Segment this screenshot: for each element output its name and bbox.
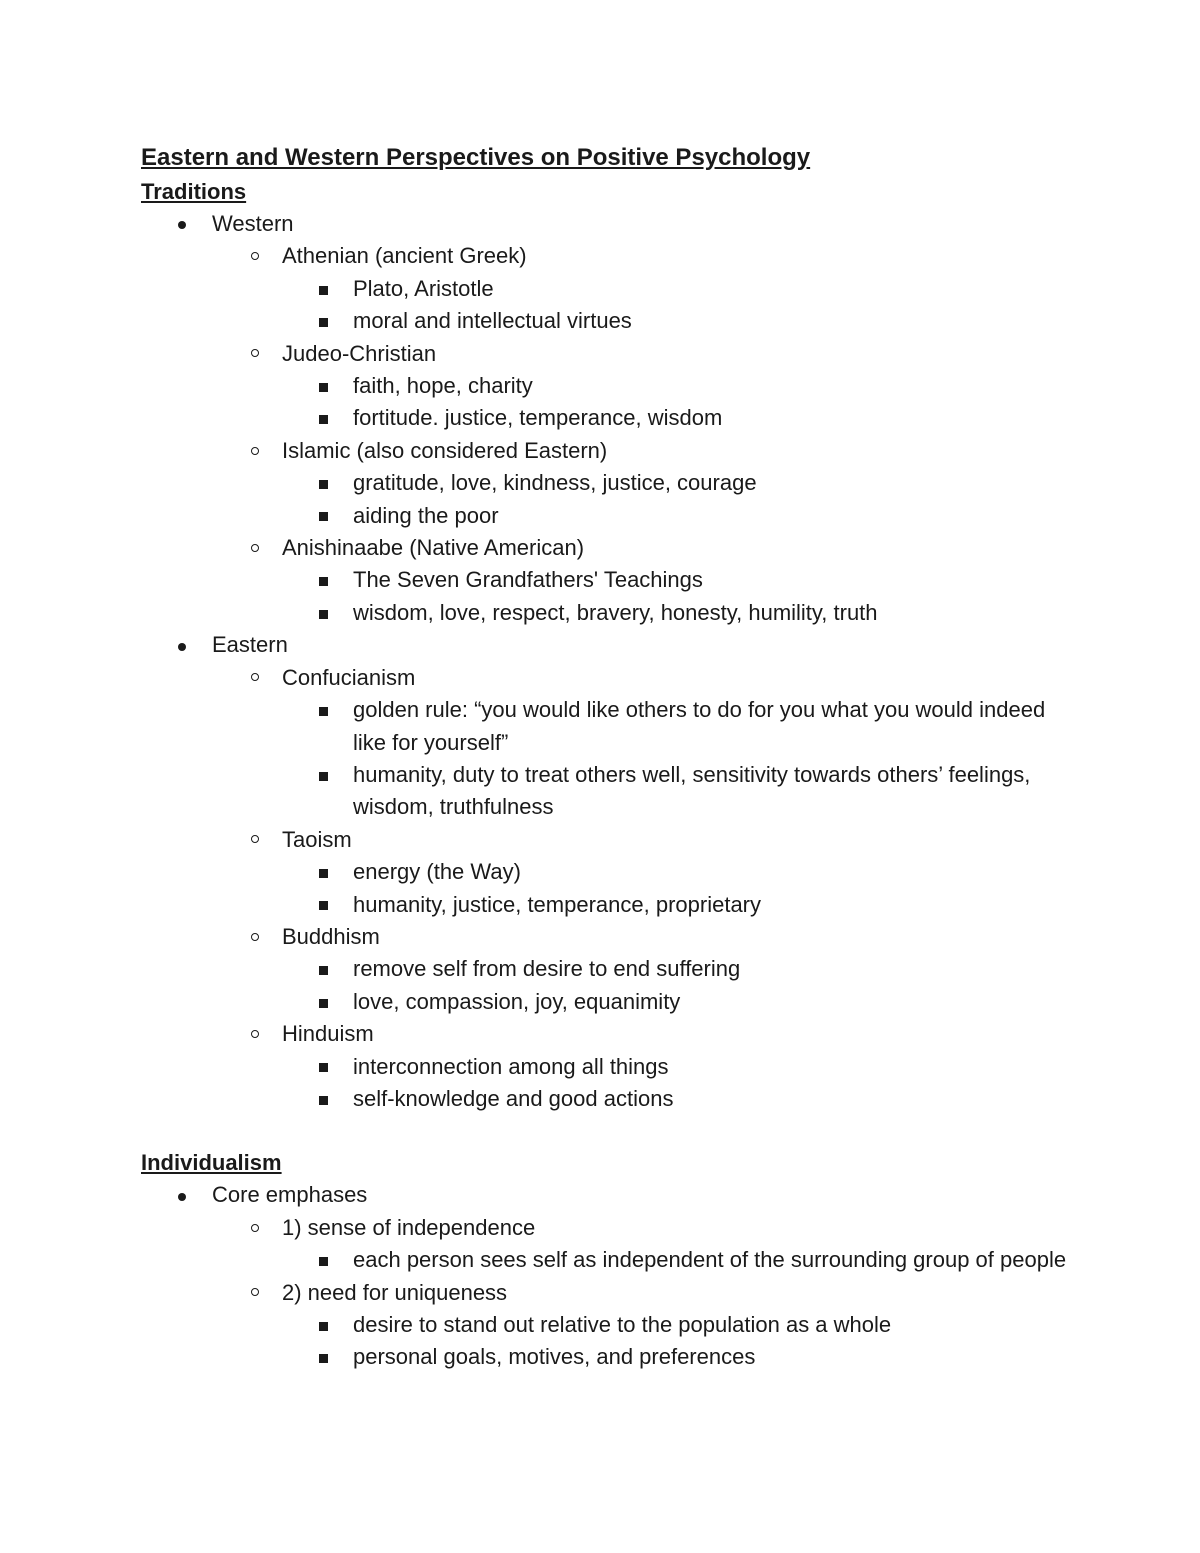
bullet-circle-icon [245,662,265,694]
document-page [141,140,1081,1374]
bullet-square-icon [313,694,333,726]
list-item-text: Taoism [282,826,352,852]
list-item-text: Islamic (also considered Eastern) [282,437,608,463]
list-item [141,435,1081,467]
bullet-list [141,1179,1081,1373]
list-item [141,759,1081,824]
bullet-square-icon [313,889,333,921]
list-item-text: Judeo-Christian [282,340,437,366]
document-body [141,176,1081,1374]
list-item-text: moral and intellectual virtues [353,308,632,334]
list-item [141,1244,1081,1276]
list-item-text: 1) sense of independence [282,1214,536,1240]
list-item [141,532,1081,564]
list-item [141,305,1081,337]
list-item-text: wisdom, love, respect, bravery, honesty, humility, truth [353,599,878,625]
bullet-circle-icon [245,1018,265,1050]
list-item-text: interconnection among all things [353,1053,669,1079]
list-item [141,986,1081,1018]
list-item [141,889,1081,921]
list-item [141,402,1081,434]
list-item-text: each person sees self as independent of the surrounding group of people [353,1247,1067,1273]
bullet-square-icon [313,1341,333,1373]
bullet-circle-icon [245,338,265,370]
list-item [141,500,1081,532]
bullet-square-icon [313,759,333,791]
bullet-square-icon [313,402,333,434]
list-item-text: 2) need for uniqueness [282,1279,508,1305]
list-item-text: fortitude. justice, temperance, wisdom [353,405,723,431]
list-item-text: personal goals, motives, and preferences [353,1344,756,1370]
bullet-square-icon [313,305,333,337]
bullet-square-icon [313,273,333,305]
bullet-circle-icon [245,921,265,953]
list-item-text: Plato, Aristotle [353,275,494,301]
bullet-square-icon [313,564,333,596]
list-item [141,856,1081,888]
list-item-text: Athenian (ancient Greek) [282,243,527,269]
list-item [141,662,1081,694]
list-item [141,1212,1081,1244]
list-item [141,273,1081,305]
list-item-text: golden rule: “you would like others to do for you what you would indeed like for yourself” [353,697,1046,755]
list-item [141,629,1081,661]
list-item [141,597,1081,629]
document-title: Eastern and Western Perspectives on Positive Psychology [141,144,811,171]
bullet-circle-icon [245,435,265,467]
list-item-text: gratitude, love, kindness, justice, courage [353,470,757,496]
bullet-square-icon [313,370,333,402]
bullet-circle-icon [245,1212,265,1244]
list-item [141,694,1081,759]
list-item [141,921,1081,953]
list-item [141,1341,1081,1373]
bullet-square-icon [313,1083,333,1115]
list-item-text: Eastern [212,632,288,658]
section-heading: Individualism [141,1150,282,1176]
list-item-text: Anishinaabe (Native American) [282,535,585,561]
list-item [141,1277,1081,1309]
list-item [141,1083,1081,1115]
list-item-text: humanity, justice, temperance, proprietary [353,891,761,917]
list-item [141,240,1081,272]
list-item-text: self-knowledge and good actions [353,1085,674,1111]
list-item [141,1051,1081,1083]
bullet-dot-icon [172,1179,192,1211]
bullet-square-icon [313,953,333,985]
list-item [141,1309,1081,1341]
bullet-circle-icon [245,240,265,272]
list-item-text: Core emphases [212,1182,368,1208]
bullet-circle-icon [245,1277,265,1309]
list-item [141,824,1081,856]
bullet-circle-icon [245,824,265,856]
list-item [141,564,1081,596]
list-item [141,1018,1081,1050]
section-spacer [141,1115,1081,1147]
list-item-text: Confucianism [282,664,416,690]
list-item-text: remove self from desire to end suffering [353,956,741,982]
list-item [141,370,1081,402]
bullet-dot-icon [172,629,192,661]
list-item-text: aiding the poor [353,502,499,528]
bullet-square-icon [313,1051,333,1083]
list-item [141,1179,1081,1211]
bullet-square-icon [313,500,333,532]
list-item-text: desire to stand out relative to the population as a whole [353,1312,892,1337]
bullet-list [141,208,1081,1115]
list-item [141,467,1081,499]
list-item [141,953,1081,985]
bullet-square-icon [313,597,333,629]
list-item [141,338,1081,370]
list-item-text: Western [212,211,294,236]
bullet-square-icon [313,467,333,499]
bullet-circle-icon [245,532,265,564]
list-item-text: The Seven Grandfathers' Teachings [353,567,703,593]
list-item-text: love, compassion, joy, equanimity [353,988,681,1014]
bullet-square-icon [313,1244,333,1276]
bullet-square-icon [313,856,333,888]
list-item-text: Buddhism [282,923,380,949]
bullet-square-icon [313,1309,333,1341]
bullet-square-icon [313,986,333,1018]
list-item-text: faith, hope, charity [353,373,533,399]
list-item-text: Hinduism [282,1021,374,1047]
list-item-text: energy (the Way) [353,859,521,885]
list-item [141,208,1081,240]
bullet-dot-icon [172,208,192,240]
list-item-text: humanity, duty to treat others well, sensitivity towards others’ feelings, wisdom, truthfulness [353,761,1031,820]
section-heading: Traditions [141,179,247,204]
